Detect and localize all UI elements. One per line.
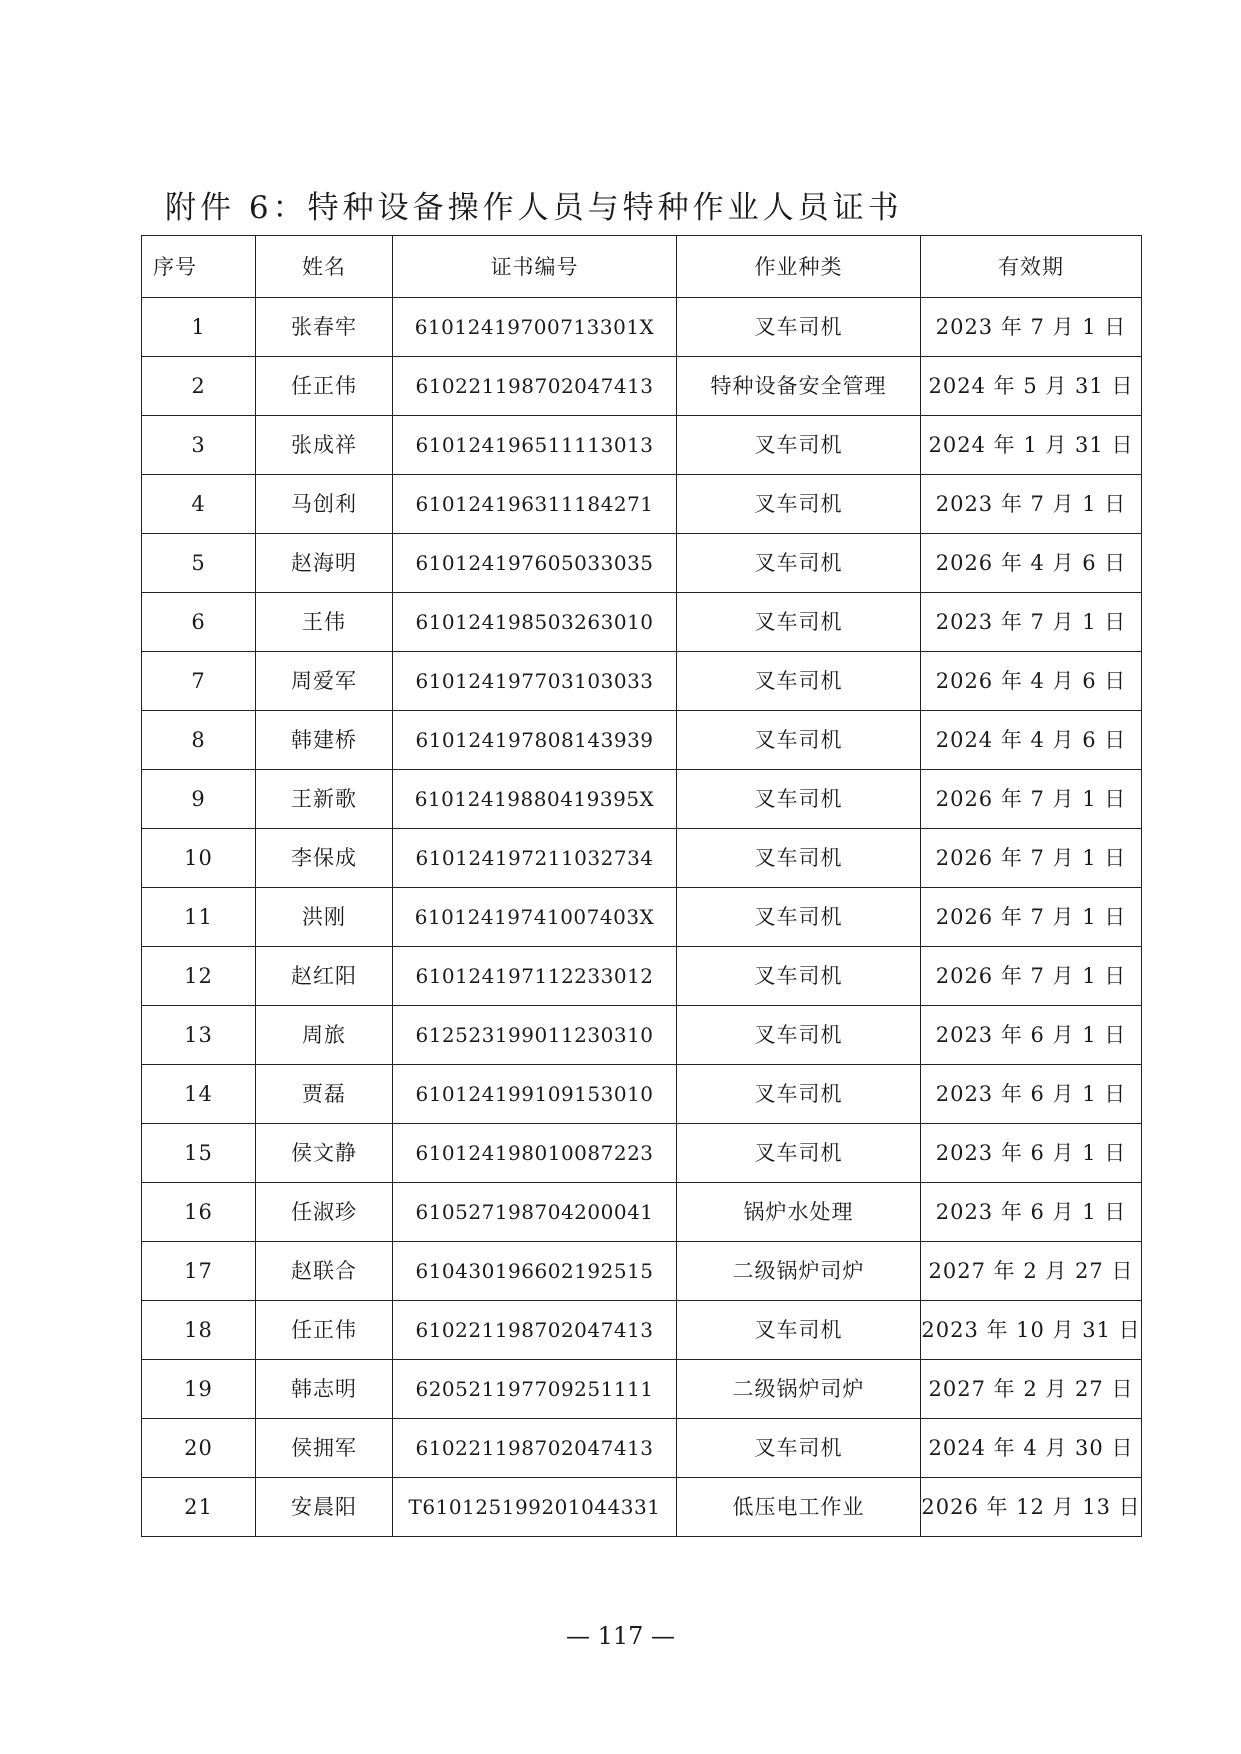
cell-work-type: 叉车司机 [677,829,921,888]
cell-valid-until: 2026 年 12 月 13 日 [921,1478,1142,1537]
certificate-table [141,235,1142,1537]
cell-index: 11 [142,888,256,947]
cell-index: 7 [142,652,256,711]
cell-name: 赵联合 [256,1242,393,1301]
cell-work-type: 叉车司机 [677,593,921,652]
table-row [142,416,1142,475]
cell-name: 周旅 [256,1006,393,1065]
header-name: 姓名 [256,236,393,298]
table-row [142,711,1142,770]
cell-index: 17 [142,1242,256,1301]
cell-valid-until: 2026 年 4 月 6 日 [921,534,1142,593]
cell-name: 张春牢 [256,298,393,357]
cell-index: 19 [142,1360,256,1419]
table-row [142,1183,1142,1242]
cell-index: 12 [142,947,256,1006]
cell-valid-until: 2026 年 7 月 1 日 [921,829,1142,888]
cell-work-type: 低压电工作业 [677,1478,921,1537]
page-number: — 117 — [565,1622,676,1650]
table-row [142,298,1142,357]
cell-index: 3 [142,416,256,475]
cell-cert-number: 610124197605033035 [393,534,677,593]
cell-valid-until: 2026 年 7 月 1 日 [921,947,1142,1006]
cell-name: 张成祥 [256,416,393,475]
table-row [142,1124,1142,1183]
cell-valid-until: 2026 年 7 月 1 日 [921,888,1142,947]
cell-cert-number: 610527198704200041 [393,1183,677,1242]
cell-cert-number: 610124197703103033 [393,652,677,711]
cell-work-type: 叉车司机 [677,770,921,829]
cell-index: 5 [142,534,256,593]
cell-work-type: 叉车司机 [677,1006,921,1065]
cell-index: 21 [142,1478,256,1537]
cell-work-type: 叉车司机 [677,534,921,593]
cell-work-type: 二级锅炉司炉 [677,1360,921,1419]
table-row [142,652,1142,711]
table-row [142,1242,1142,1301]
cell-index: 15 [142,1124,256,1183]
cell-index: 16 [142,1183,256,1242]
cell-valid-until: 2027 年 2 月 27 日 [921,1360,1142,1419]
cell-name: 李保成 [256,829,393,888]
cell-index: 20 [142,1419,256,1478]
cell-name: 马创利 [256,475,393,534]
cell-valid-until: 2023 年 6 月 1 日 [921,1124,1142,1183]
cell-work-type: 叉车司机 [677,947,921,1006]
cell-cert-number: 610221198702047413 [393,357,677,416]
table-row [142,1478,1142,1537]
table-row [142,475,1142,534]
cell-work-type: 叉车司机 [677,298,921,357]
cell-cert-number: 620521197709251111 [393,1360,677,1419]
cell-work-type: 叉车司机 [677,1301,921,1360]
cell-valid-until: 2023 年 6 月 1 日 [921,1006,1142,1065]
cell-name: 赵红阳 [256,947,393,1006]
cell-cert-number: 610124197112233012 [393,947,677,1006]
cell-cert-number: 61012419741007403X [393,888,677,947]
table-row [142,888,1142,947]
cell-work-type: 锅炉水处理 [677,1183,921,1242]
cell-name: 贾磊 [256,1065,393,1124]
cell-cert-number: 610221198702047413 [393,1301,677,1360]
cell-cert-number: 610124199109153010 [393,1065,677,1124]
table-row [142,1301,1142,1360]
cell-work-type: 二级锅炉司炉 [677,1242,921,1301]
cell-index: 10 [142,829,256,888]
cell-valid-until: 2023 年 6 月 1 日 [921,1065,1142,1124]
cell-cert-number: 610124197211032734 [393,829,677,888]
cell-work-type: 叉车司机 [677,652,921,711]
cell-work-type: 叉车司机 [677,1065,921,1124]
cell-name: 侯拥军 [256,1419,393,1478]
cell-cert-number: 61012419880419395X [393,770,677,829]
table-header-row [142,236,1142,298]
cell-work-type: 叉车司机 [677,711,921,770]
cell-name: 任淑珍 [256,1183,393,1242]
table-row [142,1006,1142,1065]
header-valid-until: 有效期 [921,236,1142,298]
cell-work-type: 叉车司机 [677,1419,921,1478]
cell-index: 13 [142,1006,256,1065]
cell-cert-number: T610125199201044331 [393,1478,677,1537]
cell-valid-until: 2023 年 7 月 1 日 [921,298,1142,357]
page-title: 附件 6：特种设备操作人员与特种作业人员证书 [165,190,903,226]
cell-name: 韩志明 [256,1360,393,1419]
cell-index: 1 [142,298,256,357]
cell-name: 洪刚 [256,888,393,947]
cell-name: 王伟 [256,593,393,652]
header-index: 序号 [142,236,256,298]
cell-valid-until: 2024 年 4 月 30 日 [921,1419,1142,1478]
table-row [142,593,1142,652]
cell-cert-number: 610124196311184271 [393,475,677,534]
cell-work-type: 叉车司机 [677,888,921,947]
cell-name: 赵海明 [256,534,393,593]
cell-index: 9 [142,770,256,829]
cell-index: 2 [142,357,256,416]
cell-name: 任正伟 [256,357,393,416]
table-row [142,357,1142,416]
cell-valid-until: 2023 年 10 月 31 日 [921,1301,1142,1360]
cell-work-type: 叉车司机 [677,416,921,475]
table-row [142,1065,1142,1124]
table-body [142,298,1142,1537]
table-row [142,1360,1142,1419]
cell-cert-number: 612523199011230310 [393,1006,677,1065]
cell-valid-until: 2024 年 4 月 6 日 [921,711,1142,770]
cell-name: 王新歌 [256,770,393,829]
cell-index: 18 [142,1301,256,1360]
table-row [142,534,1142,593]
cell-cert-number: 610221198702047413 [393,1419,677,1478]
cell-valid-until: 2027 年 2 月 27 日 [921,1242,1142,1301]
cell-index: 14 [142,1065,256,1124]
cell-valid-until: 2026 年 4 月 6 日 [921,652,1142,711]
cell-name: 侯文静 [256,1124,393,1183]
cell-valid-until: 2023 年 6 月 1 日 [921,1183,1142,1242]
cell-name: 周爱军 [256,652,393,711]
cell-valid-until: 2024 年 5 月 31 日 [921,357,1142,416]
cell-name: 任正伟 [256,1301,393,1360]
header-cert-number: 证书编号 [393,236,677,298]
cell-valid-until: 2023 年 7 月 1 日 [921,475,1142,534]
cell-valid-until: 2024 年 1 月 31 日 [921,416,1142,475]
table-row [142,1419,1142,1478]
cell-work-type: 特种设备安全管理 [677,357,921,416]
header-work-type: 作业种类 [677,236,921,298]
cell-index: 4 [142,475,256,534]
cell-cert-number: 610124198503263010 [393,593,677,652]
cell-index: 6 [142,593,256,652]
cell-index: 8 [142,711,256,770]
cell-name: 安晨阳 [256,1478,393,1537]
cell-work-type: 叉车司机 [677,1124,921,1183]
cell-work-type: 叉车司机 [677,475,921,534]
cell-cert-number: 610430196602192515 [393,1242,677,1301]
cell-valid-until: 2023 年 7 月 1 日 [921,593,1142,652]
cell-valid-until: 2026 年 7 月 1 日 [921,770,1142,829]
table-row [142,829,1142,888]
table-row [142,947,1142,1006]
cell-cert-number: 610124196511113013 [393,416,677,475]
cell-name: 韩建桥 [256,711,393,770]
table-row [142,770,1142,829]
cell-cert-number: 61012419700713301X [393,298,677,357]
cell-cert-number: 610124198010087223 [393,1124,677,1183]
cell-cert-number: 610124197808143939 [393,711,677,770]
